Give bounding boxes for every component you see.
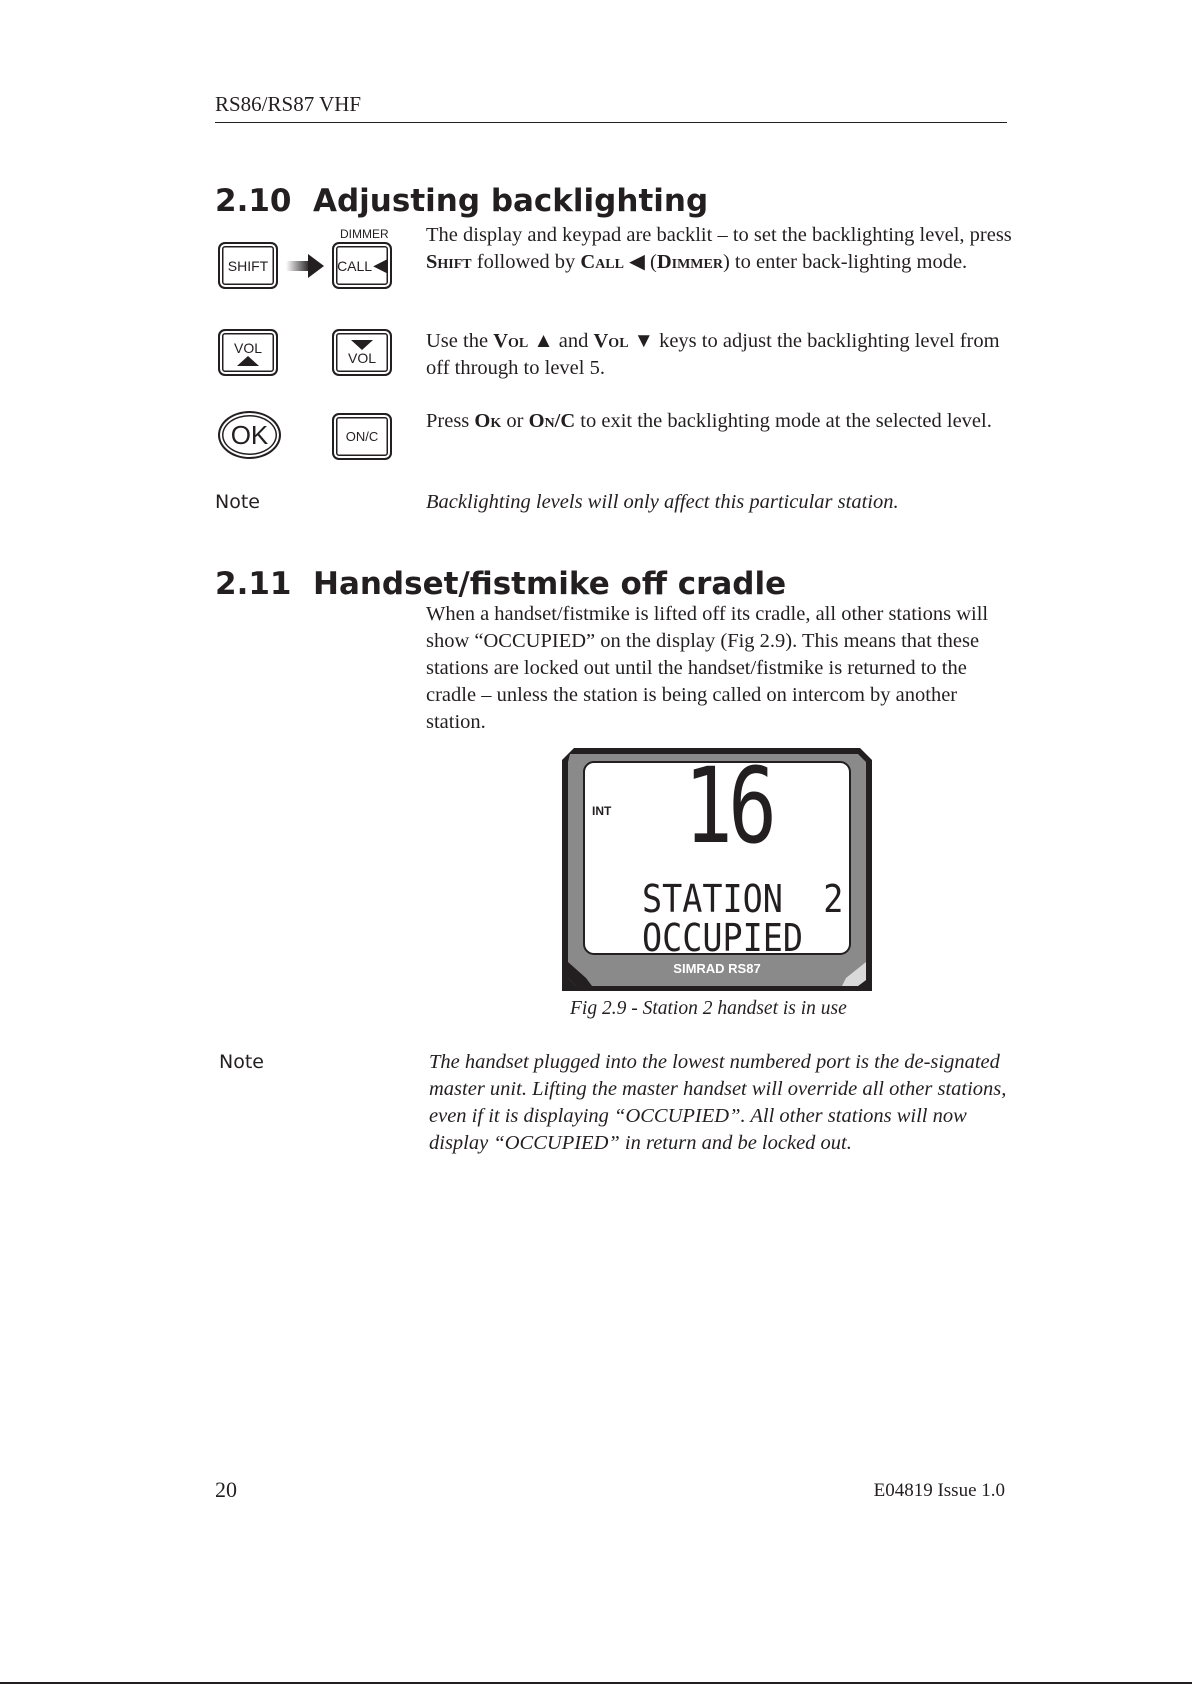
section-title: Adjusting backlighting xyxy=(313,183,709,219)
up-triangle-icon xyxy=(237,356,259,366)
onc-key-icon xyxy=(332,413,392,460)
note-text: The handset plugged into the lowest numbered port is the de-signated master unit. Lifting the master handset will override all other stations, even if it is displaying “OCCUPIED”. All other stations will now display “OCCUPIED” in return and be locked out. xyxy=(429,1051,1007,1154)
shift-key-label: SHIFT xyxy=(227,257,269,274)
section-heading-2-11 xyxy=(215,566,786,602)
page-bottom-rule xyxy=(0,1682,1192,1684)
lcd-display-figure xyxy=(562,745,872,991)
figure-caption: Fig 2.9 - Station 2 handset is in use xyxy=(570,998,847,1019)
vol-up-key-icon xyxy=(218,329,278,376)
note-label: Note xyxy=(219,1051,264,1073)
paragraph-backlight-adjust: Use the Vol ▲ and Vol ▼ keys to adjust the backlighting level from off through to level 5. xyxy=(426,330,1000,379)
shift-key-icon xyxy=(218,242,278,289)
onc-key-label: ON/C xyxy=(345,429,379,444)
paragraph-handset-off-cradle: When a handset/fistmike is lifted off its cradle, all other stations will show “OCCUPIED” on the display (Fig 2.9). This means that these stations are locked out until the handset/fistmike is returned to the cradle – unless the station is being called on intercom by another station. xyxy=(426,603,989,733)
section-title: Handset/fistmike off cradle xyxy=(313,566,787,602)
page-number: 20 xyxy=(215,1477,237,1502)
lcd-channel-number: 16 xyxy=(684,745,773,867)
vol-down-key-label: VOL xyxy=(347,349,376,366)
call-key-label: CALL xyxy=(337,257,373,274)
vol-down-key-icon xyxy=(332,329,392,376)
ok-key-label: OK xyxy=(230,419,269,450)
lcd-mode-indicator: INT xyxy=(592,804,612,818)
paragraph-backlight-intro: The display and keypad are backlit – to set the backlighting level, press Shift followed by Call ◀ (Dimmer) to enter back-lighting mode. xyxy=(426,224,1012,273)
paragraph-backlight-exit: Press Ok or On/C to exit the backlighting mode at the selected level. xyxy=(426,410,992,432)
header-rule xyxy=(215,122,1007,123)
section-number: 2.10 xyxy=(215,183,292,219)
left-triangle-icon: ◀ xyxy=(373,255,387,275)
note-text: Backlighting levels will only affect this particular station. xyxy=(426,491,899,513)
dimmer-label: DIMMER xyxy=(340,227,389,241)
down-triangle-icon xyxy=(351,340,373,350)
note-label: Note xyxy=(215,491,260,513)
call-key-icon xyxy=(332,242,392,289)
section-heading-2-10 xyxy=(215,183,708,219)
lcd-line-2: OCCUPIED xyxy=(642,916,804,960)
lcd-brand-label: SIMRAD RS87 xyxy=(673,961,761,976)
document-issue: E04819 Issue 1.0 xyxy=(873,1480,1005,1501)
running-header: RS86/RS87 VHF xyxy=(215,92,362,116)
section-number: 2.11 xyxy=(215,566,292,602)
lcd-line-1: STATION 2 xyxy=(642,877,844,921)
right-arrow-icon xyxy=(286,253,326,279)
vol-up-key-label: VOL xyxy=(233,339,262,356)
ok-key-icon xyxy=(218,411,281,459)
